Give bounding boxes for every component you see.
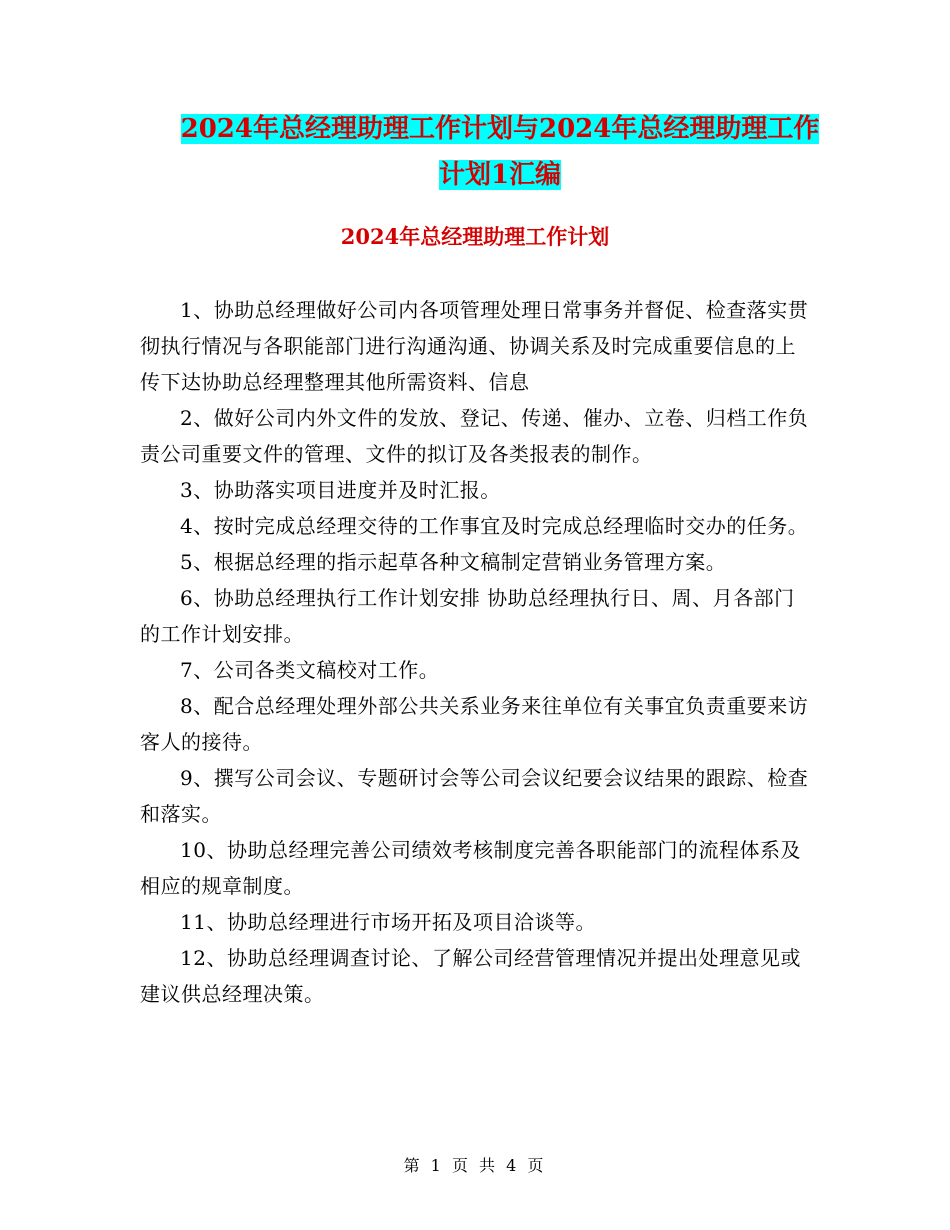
paragraph: 1、协助总经理做好公司内各项管理处理日常事务并督促、检查落实贯彻执行情况与各职能部门进行沟通沟通、协调关系及时完成重要信息的上传下达协助总经理整理其他所需资料、信息 [140, 298, 809, 394]
paragraph: 6、协助总经理执行工作计划安排 协助总经理执行日、周、月各部门的工作计划安排。 [140, 586, 795, 646]
paragraph: 2、做好公司内外文件的发放、登记、传递、催办、立卷、归档工作负责公司重要文件的管理、文件的拟订及各类报表的制作。 [140, 406, 809, 466]
paragraph: 10、协助总经理完善公司绩效考核制度完善各职能部门的流程体系及相应的规章制度。 [140, 838, 801, 898]
document-body [140, 292, 812, 1012]
document-title-line-1 [120, 106, 880, 152]
paragraph: 8、配合总经理处理外部公共关系业务来往单位有关事宜负责重要来访客人的接待。 [140, 694, 809, 754]
paragraph: 11、协助总经理进行市场开拓及项目洽谈等。 [180, 910, 596, 934]
paragraph: 7、公司各类文稿校对工作。 [180, 658, 440, 682]
title-highlight-2: 计划1汇编 [438, 160, 562, 190]
section-heading: 2024年总经理助理工作计划 [340, 224, 610, 249]
document-title-line-2 [120, 152, 880, 198]
paragraph: 4、按时完成总经理交待的工作事宜及时完成总经理临时交办的任务。 [180, 514, 809, 538]
paragraph: 5、根据总经理的指示起草各种文稿制定营销业务管理方案。 [180, 550, 727, 574]
paragraph: 12、协助总经理调查讨论、了解公司经营管理情况并提出处理意见或建议供总经理决策。 [140, 946, 801, 1006]
paragraph: 9、撰写公司会议、专题研讨会等公司会议纪要会议结果的跟踪、检查和落实。 [140, 766, 809, 826]
title-highlight-1: 2024年总经理助理工作计划与2024年总经理助理工作 [180, 114, 820, 144]
paragraph: 3、协助落实项目进度并及时汇报。 [180, 478, 501, 502]
page-footer: 第 1 页 共 4 页 [403, 1156, 547, 1175]
